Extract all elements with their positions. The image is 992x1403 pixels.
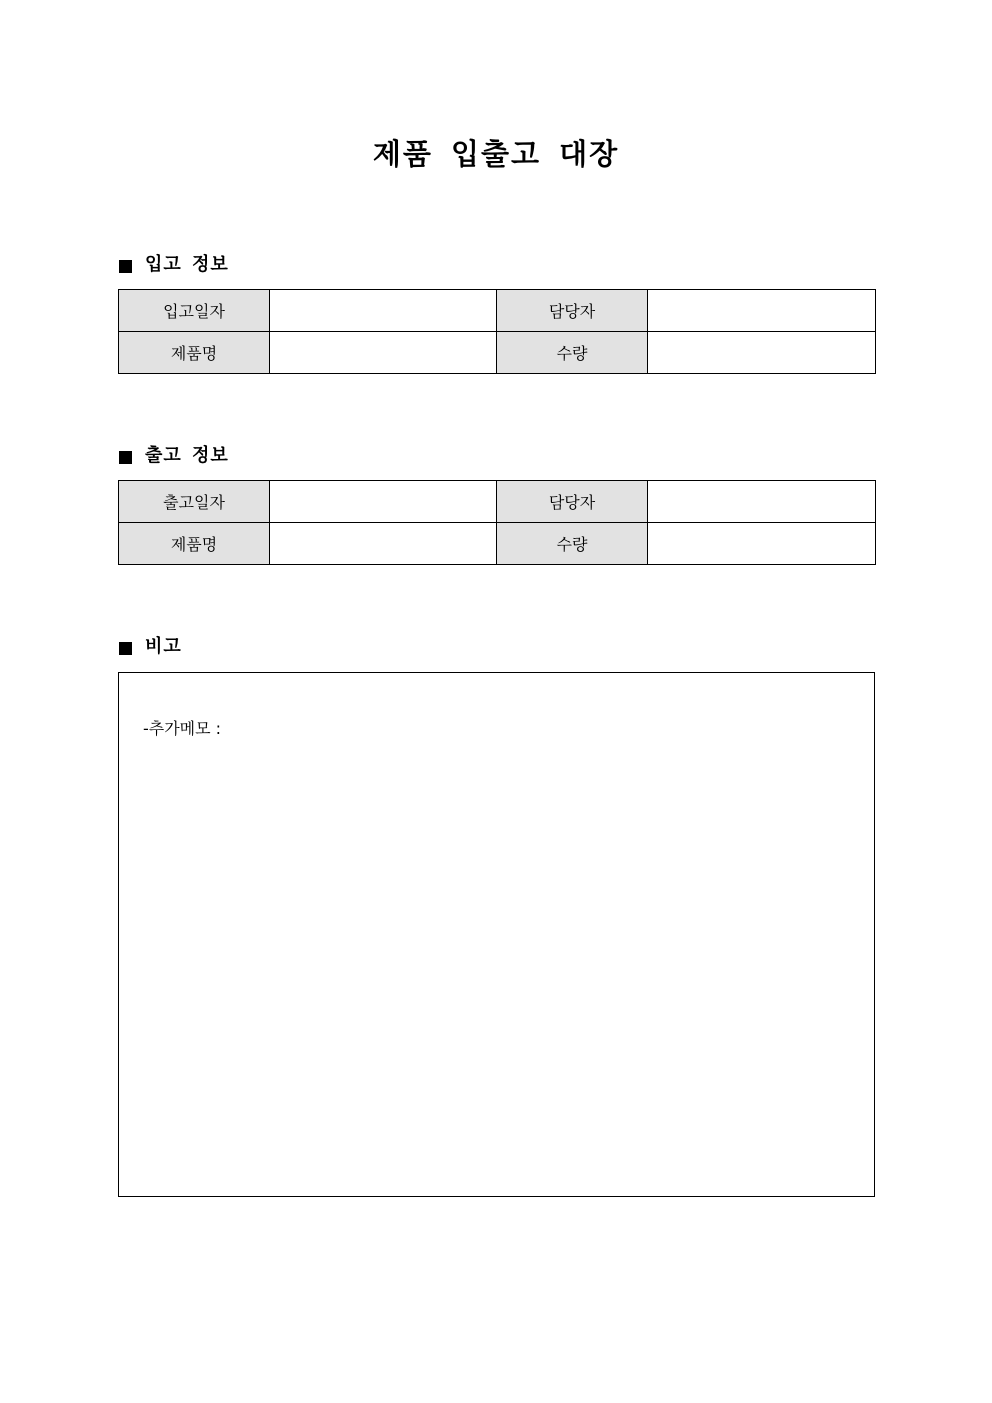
remarks-box[interactable] bbox=[118, 672, 875, 1197]
incoming-heading-label: 입고 정보 bbox=[145, 254, 229, 275]
incoming-product-label: 제품명 bbox=[119, 332, 270, 374]
table-row bbox=[119, 290, 876, 332]
outgoing-info-table bbox=[118, 480, 876, 565]
square-bullet-icon bbox=[119, 642, 132, 655]
table-row bbox=[119, 523, 876, 565]
memo-label: -추가메모 : bbox=[143, 719, 222, 738]
incoming-date-field[interactable] bbox=[270, 290, 497, 332]
outgoing-date-label: 출고일자 bbox=[119, 481, 270, 523]
incoming-quantity-label: 수량 bbox=[497, 332, 648, 374]
table-row bbox=[119, 332, 876, 374]
incoming-product-field[interactable] bbox=[270, 332, 497, 374]
outgoing-section-heading bbox=[119, 444, 229, 468]
remarks-section-heading bbox=[119, 635, 182, 659]
square-bullet-icon bbox=[119, 260, 132, 273]
remarks-heading-label: 비고 bbox=[145, 636, 182, 657]
incoming-manager-field[interactable] bbox=[648, 290, 876, 332]
incoming-date-label: 입고일자 bbox=[119, 290, 270, 332]
incoming-manager-label: 담당자 bbox=[497, 290, 648, 332]
incoming-quantity-field[interactable] bbox=[648, 332, 876, 374]
page-title: 제품 입출고 대장 bbox=[372, 137, 620, 171]
square-bullet-icon bbox=[119, 451, 132, 464]
incoming-info-table bbox=[118, 289, 876, 374]
outgoing-manager-field[interactable] bbox=[648, 481, 876, 523]
outgoing-quantity-label: 수량 bbox=[497, 523, 648, 565]
outgoing-product-label: 제품명 bbox=[119, 523, 270, 565]
table-row bbox=[119, 481, 876, 523]
outgoing-manager-label: 담당자 bbox=[497, 481, 648, 523]
outgoing-quantity-field[interactable] bbox=[648, 523, 876, 565]
outgoing-date-field[interactable] bbox=[270, 481, 497, 523]
outgoing-product-field[interactable] bbox=[270, 523, 497, 565]
incoming-section-heading bbox=[119, 253, 229, 277]
outgoing-heading-label: 출고 정보 bbox=[145, 445, 229, 466]
